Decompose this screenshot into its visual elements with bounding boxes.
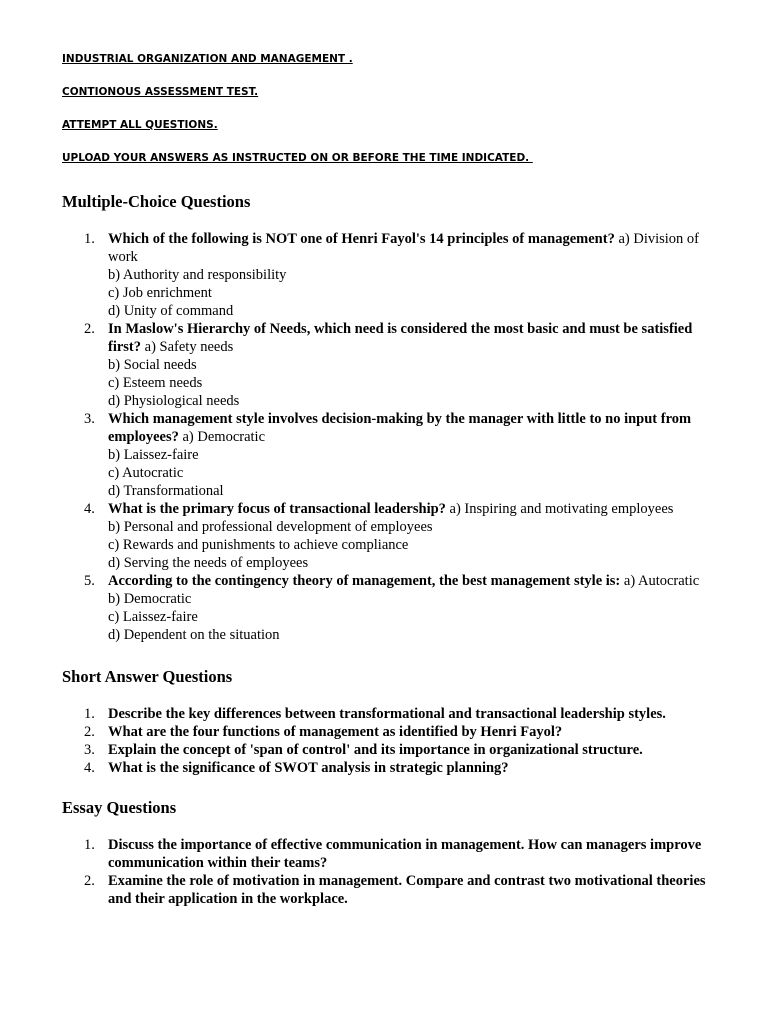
short-list: [62, 705, 722, 777]
question-number: 1.: [84, 231, 95, 247]
option-a: a) Inspiring and motivating employees: [449, 501, 674, 517]
question-text: Describe the key differences between transformational and transactional leadership styles.: [108, 706, 666, 722]
instruction-attempt: ATTEMPT ALL QUESTIONS.: [62, 119, 218, 131]
mcq-item: [62, 410, 722, 500]
option-a: a) Safety needs: [144, 339, 234, 355]
mcq-list: [62, 230, 722, 644]
mcq-item: [62, 572, 722, 644]
question-text: What are the four functions of management as identified by Henri Fayol?: [108, 724, 563, 740]
short-section-title: Short Answer Questions: [62, 667, 233, 686]
question-text: Discuss the importance of effective communication in management. How can managers improve communication within their teams?: [108, 837, 702, 871]
option-c: c) Laissez-faire: [108, 609, 198, 625]
question-number: 4.: [84, 501, 95, 517]
question-number: 2.: [84, 873, 95, 889]
question-text: Which of the following is NOT one of Henri Fayol's 14 principles of management?: [108, 231, 615, 247]
option-d: d) Dependent on the situation: [108, 627, 280, 643]
option-c: c) Rewards and punishments to achieve compliance: [108, 537, 409, 553]
question-number: 1.: [84, 837, 95, 853]
short-item: [62, 741, 722, 759]
short-item: [62, 705, 722, 723]
question-number: 3.: [84, 742, 95, 758]
option-a: a) Division of work: [108, 231, 699, 265]
option-d: d) Unity of command: [108, 303, 234, 319]
option-b: b) Laissez-faire: [108, 447, 199, 463]
essay-list: [62, 836, 722, 908]
short-item: [62, 723, 722, 741]
essay-item: [62, 872, 722, 908]
option-c: c) Esteem needs: [108, 375, 203, 391]
question-text: What is the primary focus of transactional leadership?: [108, 501, 446, 517]
mcq-item: [62, 230, 722, 320]
short-item: [62, 759, 722, 777]
mcq-section-title: Multiple-Choice Questions: [62, 192, 251, 211]
question-text: Examine the role of motivation in management. Compare and contrast two motivational theories and their application in the workplace.: [108, 873, 706, 907]
question-number: 2.: [84, 724, 95, 740]
essay-section-title: Essay Questions: [62, 798, 177, 817]
document-page: [62, 52, 722, 908]
option-b: b) Personal and professional development of employees: [108, 519, 433, 535]
question-number: 1.: [84, 706, 95, 722]
option-c: c) Job enrichment: [108, 285, 212, 301]
question-text: Explain the concept of 'span of control' and its importance in organizational structure.: [108, 742, 643, 758]
mcq-item: [62, 500, 722, 572]
question-number: 3.: [84, 411, 95, 427]
mcq-item: [62, 320, 722, 410]
test-title: CONTIONOUS ASSESSMENT TEST.: [62, 86, 259, 98]
instruction-upload: UPLOAD YOUR ANSWERS AS INSTRUCTED ON OR BEFORE THE TIME INDICATED.: [62, 152, 533, 164]
question-text: Which management style involves decision-making by the manager with little to no input from employees?: [108, 411, 692, 445]
question-text: According to the contingency theory of management, the best management style is:: [108, 573, 621, 589]
option-d: d) Physiological needs: [108, 393, 240, 409]
option-a: a) Democratic: [182, 429, 266, 445]
option-a: a) Autocratic: [623, 573, 700, 589]
question-number: 2.: [84, 321, 95, 337]
question-text: In Maslow's Hierarchy of Needs, which need is considered the most basic and must be satisfied first?: [108, 321, 693, 355]
option-c: c) Autocratic: [108, 465, 184, 481]
option-b: b) Authority and responsibility: [108, 267, 287, 283]
question-number: 5.: [84, 573, 95, 589]
essay-item: [62, 836, 722, 872]
course-title: INDUSTRIAL ORGANIZATION AND MANAGEMENT .: [62, 53, 353, 65]
option-b: b) Social needs: [108, 357, 197, 373]
option-d: d) Serving the needs of employees: [108, 555, 309, 571]
question-text: What is the significance of SWOT analysis in strategic planning?: [108, 760, 509, 776]
option-d: d) Transformational: [108, 483, 224, 499]
question-number: 4.: [84, 760, 95, 776]
option-b: b) Democratic: [108, 591, 192, 607]
